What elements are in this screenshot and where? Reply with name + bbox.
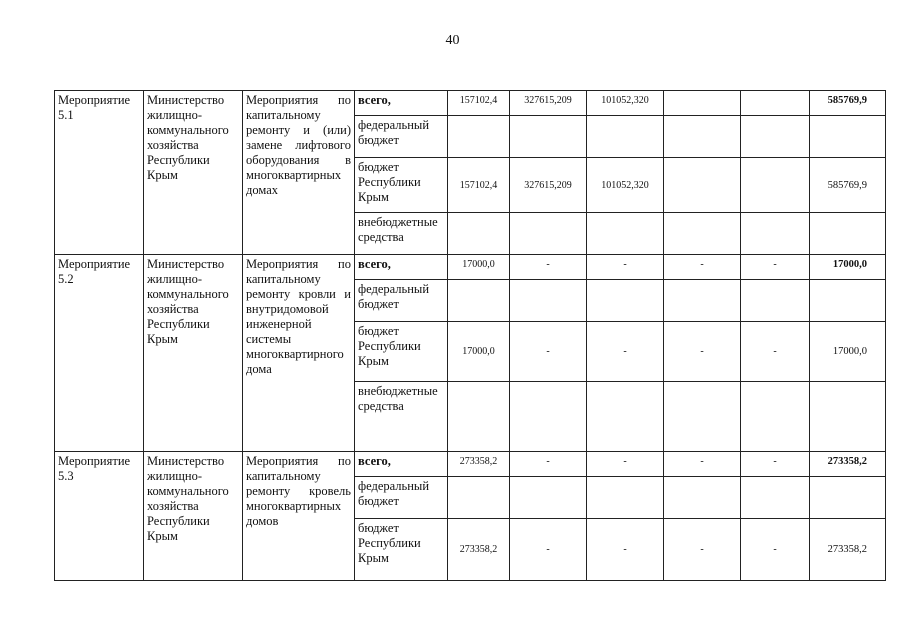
year-value-cell: [741, 158, 810, 213]
year-value-cell: [587, 116, 664, 158]
total-value-cell: [810, 116, 886, 158]
funding-source-cell: бюджет Республики Крым: [355, 322, 448, 382]
year-value-cell: [448, 213, 510, 255]
year-value-cell: [741, 91, 810, 116]
year-value-cell: -: [741, 322, 810, 382]
year-value-cell: [587, 213, 664, 255]
funding-source-cell: всего,: [355, 91, 448, 116]
year-value-cell: -: [664, 519, 741, 581]
description-cell: Мероприятия по капитальному ремонту и (или) замене лифтового оборудования в многоквартирных домах: [243, 91, 355, 255]
year-value-cell: [448, 382, 510, 452]
year-value-cell: [741, 477, 810, 519]
funding-source-cell: бюджет Республики Крым: [355, 519, 448, 581]
total-value-cell: 273358,2: [810, 452, 886, 477]
year-value-cell: -: [587, 452, 664, 477]
year-value-cell: [448, 477, 510, 519]
year-value-cell: [664, 477, 741, 519]
activity-cell: Мероприятие 5.1: [55, 91, 144, 255]
funding-source-cell: федеральный бюджет: [355, 116, 448, 158]
table-row: [55, 91, 886, 116]
year-value-cell: -: [510, 255, 587, 280]
total-value-cell: [810, 382, 886, 452]
year-value-cell: 157102,4: [448, 158, 510, 213]
funding-source-cell: всего,: [355, 452, 448, 477]
total-value-cell: 17000,0: [810, 255, 886, 280]
executor-cell: Министерство жилищно-коммунального хозяйства Республики Крым: [144, 255, 243, 452]
year-value-cell: [448, 280, 510, 322]
year-value-cell: [664, 213, 741, 255]
total-value-cell: 17000,0: [810, 322, 886, 382]
total-value-cell: [810, 213, 886, 255]
year-value-cell: [664, 158, 741, 213]
year-value-cell: 273358,2: [448, 519, 510, 581]
year-value-cell: -: [510, 519, 587, 581]
year-value-cell: 157102,4: [448, 91, 510, 116]
year-value-cell: 327615,209: [510, 158, 587, 213]
year-value-cell: -: [664, 255, 741, 280]
year-value-cell: 101052,320: [587, 91, 664, 116]
year-value-cell: 17000,0: [448, 255, 510, 280]
table-body: [55, 91, 886, 581]
total-value-cell: 273358,2: [810, 519, 886, 581]
funding-source-cell: бюджет Республики Крым: [355, 158, 448, 213]
year-value-cell: [510, 382, 587, 452]
year-value-cell: -: [587, 519, 664, 581]
year-value-cell: 273358,2: [448, 452, 510, 477]
total-value-cell: [810, 280, 886, 322]
year-value-cell: [741, 382, 810, 452]
year-value-cell: [510, 280, 587, 322]
funding-source-cell: внебюджетные средства: [355, 213, 448, 255]
year-value-cell: [664, 280, 741, 322]
table-row: [55, 255, 886, 280]
year-value-cell: [510, 116, 587, 158]
page-number: 40: [445, 33, 460, 48]
year-value-cell: [741, 280, 810, 322]
year-value-cell: [448, 116, 510, 158]
year-value-cell: 101052,320: [587, 158, 664, 213]
year-value-cell: [664, 382, 741, 452]
year-value-cell: -: [510, 452, 587, 477]
year-value-cell: [741, 213, 810, 255]
year-value-cell: -: [587, 322, 664, 382]
year-value-cell: 327615,209: [510, 91, 587, 116]
year-value-cell: [587, 477, 664, 519]
executor-cell: Министерство жилищно-коммунального хозяйства Республики Крым: [144, 91, 243, 255]
year-value-cell: -: [741, 452, 810, 477]
year-value-cell: [664, 116, 741, 158]
year-value-cell: -: [587, 255, 664, 280]
year-value-cell: [510, 213, 587, 255]
year-value-cell: [664, 91, 741, 116]
total-value-cell: 585769,9: [810, 91, 886, 116]
description-cell: Мероприятия по капитальному ремонту кровель многоквартирных домов: [243, 452, 355, 581]
activity-cell: Мероприятие 5.3: [55, 452, 144, 581]
activity-cell: Мероприятие 5.2: [55, 255, 144, 452]
year-value-cell: 17000,0: [448, 322, 510, 382]
table-row: [55, 452, 886, 477]
description-cell: Мероприятия по капитальному ремонту кровли и внутридомовой инженерной системы многоквартирного дома: [243, 255, 355, 452]
year-value-cell: [587, 382, 664, 452]
funding-source-cell: федеральный бюджет: [355, 280, 448, 322]
financing-table: [54, 90, 886, 581]
funding-source-cell: федеральный бюджет: [355, 477, 448, 519]
executor-cell: Министерство жилищно-коммунального хозяйства Республики Крым: [144, 452, 243, 581]
year-value-cell: -: [741, 255, 810, 280]
year-value-cell: [587, 280, 664, 322]
funding-source-cell: внебюджетные средства: [355, 382, 448, 452]
funding-source-cell: всего,: [355, 255, 448, 280]
year-value-cell: [741, 116, 810, 158]
year-value-cell: [510, 477, 587, 519]
total-value-cell: 585769,9: [810, 158, 886, 213]
year-value-cell: -: [664, 452, 741, 477]
year-value-cell: -: [664, 322, 741, 382]
year-value-cell: -: [741, 519, 810, 581]
year-value-cell: -: [510, 322, 587, 382]
total-value-cell: [810, 477, 886, 519]
